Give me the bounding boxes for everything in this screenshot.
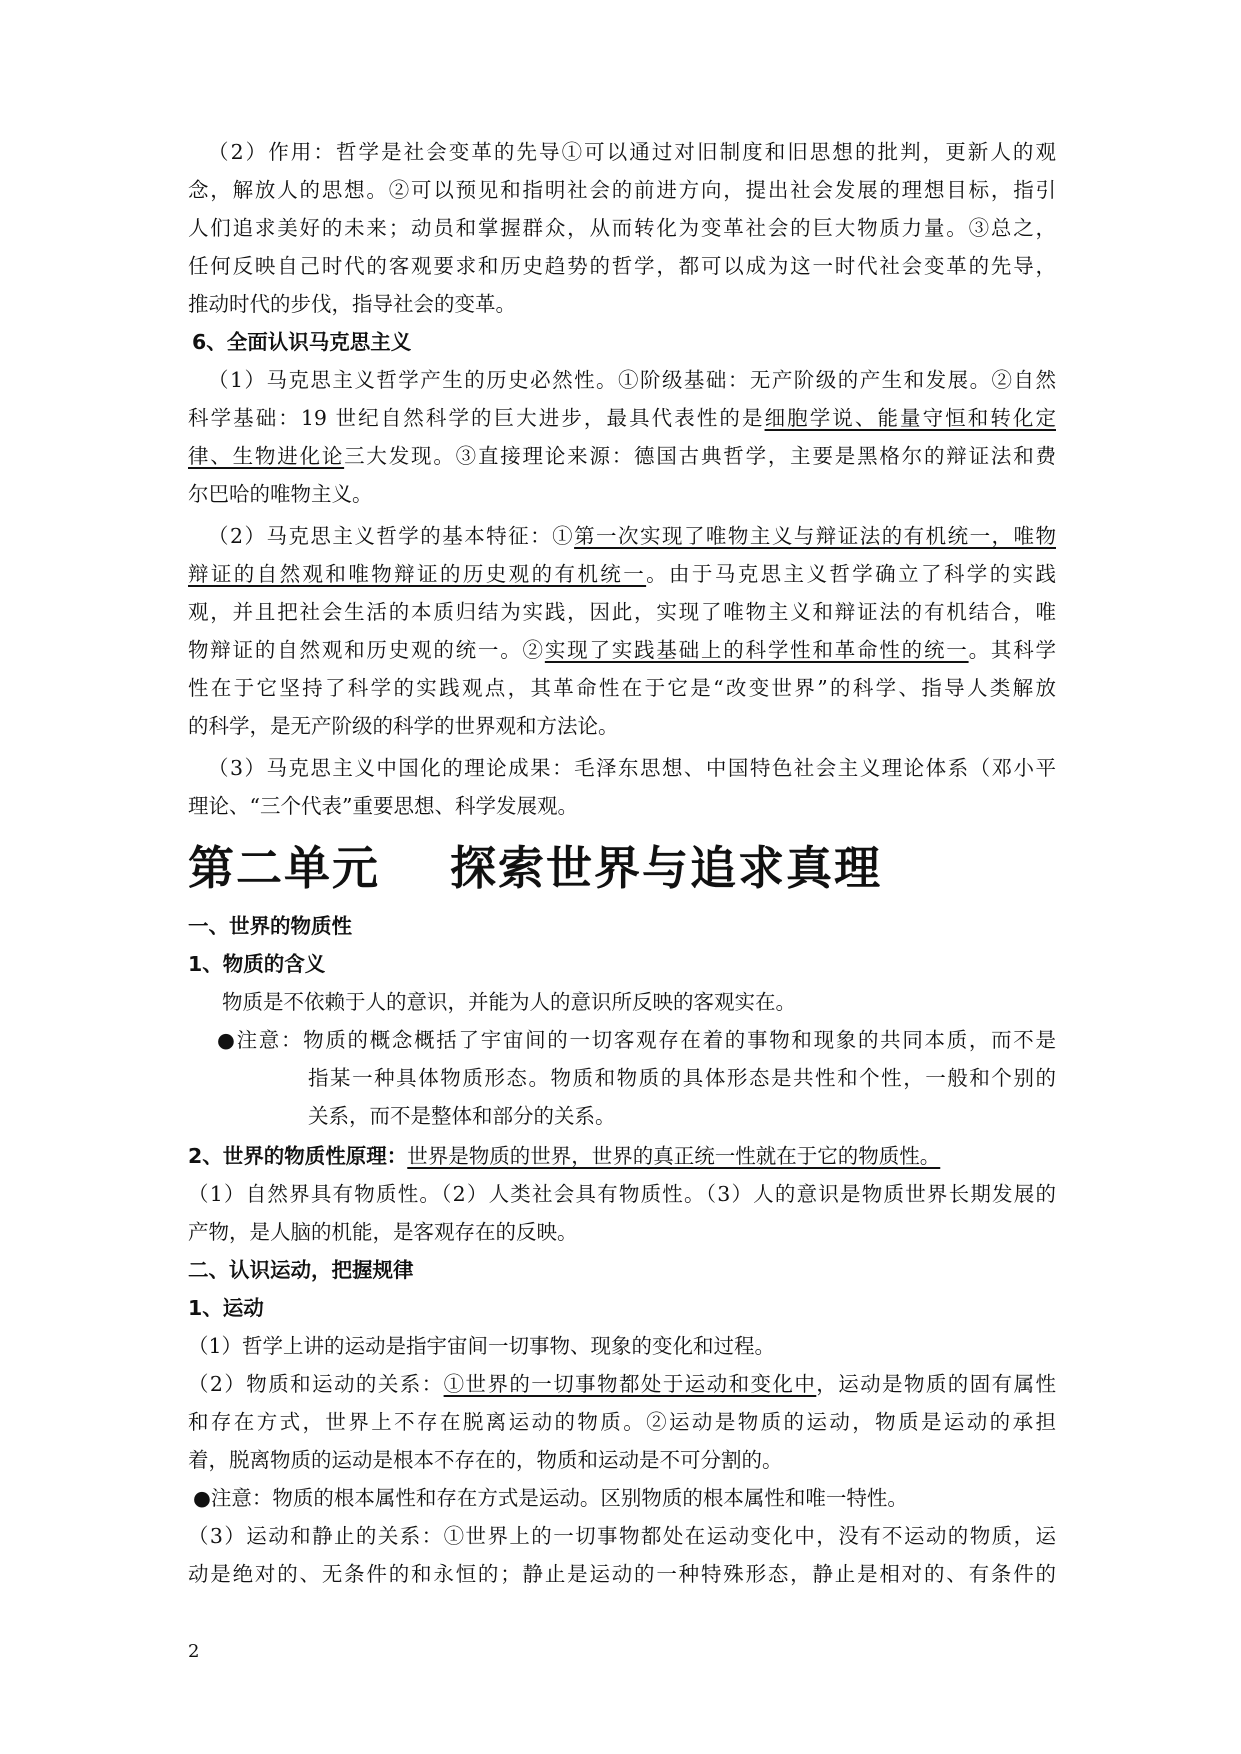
underlined-text: 细胞学说、能量守恒和转化定	[764, 406, 1056, 430]
underlined-text: 律、生物进化论	[188, 444, 345, 468]
paragraph-line: 理论、“三个代表”重要思想、科学发展观。	[188, 794, 578, 818]
paragraph-line: （1）自然界具有物质性。（2）人类社会具有物质性。（3）人的意识是物质世界长期发展的	[188, 1182, 1056, 1206]
paragraph-line: 推动时代的步伐，指导社会的变革。	[188, 292, 516, 316]
note-line: ●注意：物质的根本属性和存在方式是运动。区别物质的根本属性和唯一特性。	[193, 1486, 908, 1510]
paragraph-line: 人们追求美好的未来；动员和掌握群众，从而转化为变革社会的巨大物质力量。③总之，	[188, 216, 1056, 240]
paragraph-line	[188, 399, 1056, 437]
paragraph-line	[188, 1365, 1056, 1403]
paragraph-line: 尔巴哈的唯物主义。	[188, 482, 373, 506]
underlined-text: 世界是物质的世界，世界的真正统一性就在于它的物质性。	[407, 1144, 941, 1168]
text-run: 三大发现。③直接理论来源：德国古典哲学，主要是黑格尔的辩证法和费	[344, 444, 1056, 468]
paragraph-line: 动是绝对的、无条件的和永恒的；静止是运动的一种特殊形态，静止是相对的、有条件的	[188, 1562, 1056, 1586]
paragraph-line	[188, 631, 1056, 669]
paragraph-line	[188, 555, 1056, 593]
paragraph-line: （1）马克思主义哲学产生的历史必然性。①阶级基础：无产阶级的产生和发展。②自然	[208, 368, 1056, 392]
text-run: 。其科学	[968, 638, 1056, 662]
text-run: 物辩证的自然观和历史观的统一。②	[188, 638, 545, 662]
subsection-heading: 1、物质的含义	[188, 952, 326, 976]
section-heading: 二、认识运动，把握规律	[188, 1258, 414, 1282]
paragraph-line: （2）作用：哲学是社会变革的先导①可以通过对旧制度和旧思想的批判，更新人的观	[208, 140, 1056, 164]
note-line: 指某一种具体物质形态。物质和物质的具体形态是共性和个性，一般和个别的	[308, 1066, 1056, 1090]
text-run: 。由于马克思主义哲学确立了科学的实践	[646, 562, 1056, 586]
principle-line	[188, 1137, 1056, 1175]
note-line: ●注意：物质的概念概括了宇宙间的一切客观存在着的事物和现象的共同本质，而不是	[217, 1028, 1056, 1052]
paragraph-line: （1）哲学上讲的运动是指宇宙间一切事物、现象的变化和过程。	[188, 1334, 776, 1358]
definition-line: 物质是不依赖于人的意识，并能为人的意识所反映的客观实在。	[222, 990, 796, 1014]
text-run: 科学基础：19 世纪自然科学的巨大进步，最具代表性的是	[188, 406, 765, 430]
paragraph-line: 的科学，是无产阶级的科学的世界观和方法论。	[188, 714, 619, 738]
underlined-text: 第一次实现了唯物主义与辩证法的有机统一，唯物	[574, 524, 1056, 548]
section-heading: 一、世界的物质性	[188, 914, 352, 938]
subsection-heading: 1、运动	[188, 1296, 264, 1320]
paragraph-line: 性在于它坚持了科学的实践观点，其革命性在于它是“改变世界”的科学、指导人类解放	[188, 676, 1056, 700]
paragraph-line	[188, 517, 1056, 555]
paragraph-line: 念，解放人的思想。②可以预见和指明社会的前进方向，提出社会发展的理想目标，指引	[188, 178, 1056, 202]
underlined-text: ①世界的一切事物都处于运动和变化中	[443, 1372, 817, 1396]
text-run: ，运动是物质的固有属性	[816, 1372, 1056, 1396]
paragraph-line: 产物，是人脑的机能，是客观存在的反映。	[188, 1220, 578, 1244]
text-run: （2）马克思主义哲学的基本特征：①	[208, 524, 575, 548]
paragraph-line: （3）马克思主义中国化的理论成果：毛泽东思想、中国特色社会主义理论体系（邓小平	[208, 756, 1056, 780]
principle-label: 2、世界的物质性原理：	[188, 1144, 408, 1168]
page-number: 2	[188, 1641, 200, 1662]
unit-heading	[188, 833, 882, 903]
paragraph-line: 任何反映自己时代的客观要求和历史趋势的哲学，都可以成为这一时代社会变革的先导，	[188, 254, 1056, 278]
underlined-text: 实现了实践基础上的科学性和革命性的统一	[544, 638, 969, 662]
text-run: （2）物质和运动的关系：	[188, 1372, 444, 1396]
paragraph-line: （3）运动和静止的关系：①世界上的一切事物都处在运动变化中，没有不运动的物质，运	[188, 1524, 1056, 1548]
unit-title: 探索世界与追求真理	[450, 841, 882, 895]
section-heading: 6、全面认识马克思主义	[192, 330, 412, 354]
paragraph-line	[188, 437, 1056, 475]
note-line: 关系，而不是整体和部分的关系。	[308, 1104, 616, 1128]
underlined-text: 辩证的自然观和唯物辩证的历史观的有机统一	[188, 562, 647, 586]
paragraph-line: 观，并且把社会生活的本质归结为实践，因此，实现了唯物主义和辩证法的有机结合，唯	[188, 600, 1056, 624]
unit-number: 第二单元	[188, 841, 380, 895]
paragraph-line: 着，脱离物质的运动是根本不存在的，物质和运动是不可分割的。	[188, 1448, 783, 1472]
paragraph-line: 和存在方式，世界上不存在脱离运动的物质。②运动是物质的运动，物质是运动的承担	[188, 1410, 1056, 1434]
